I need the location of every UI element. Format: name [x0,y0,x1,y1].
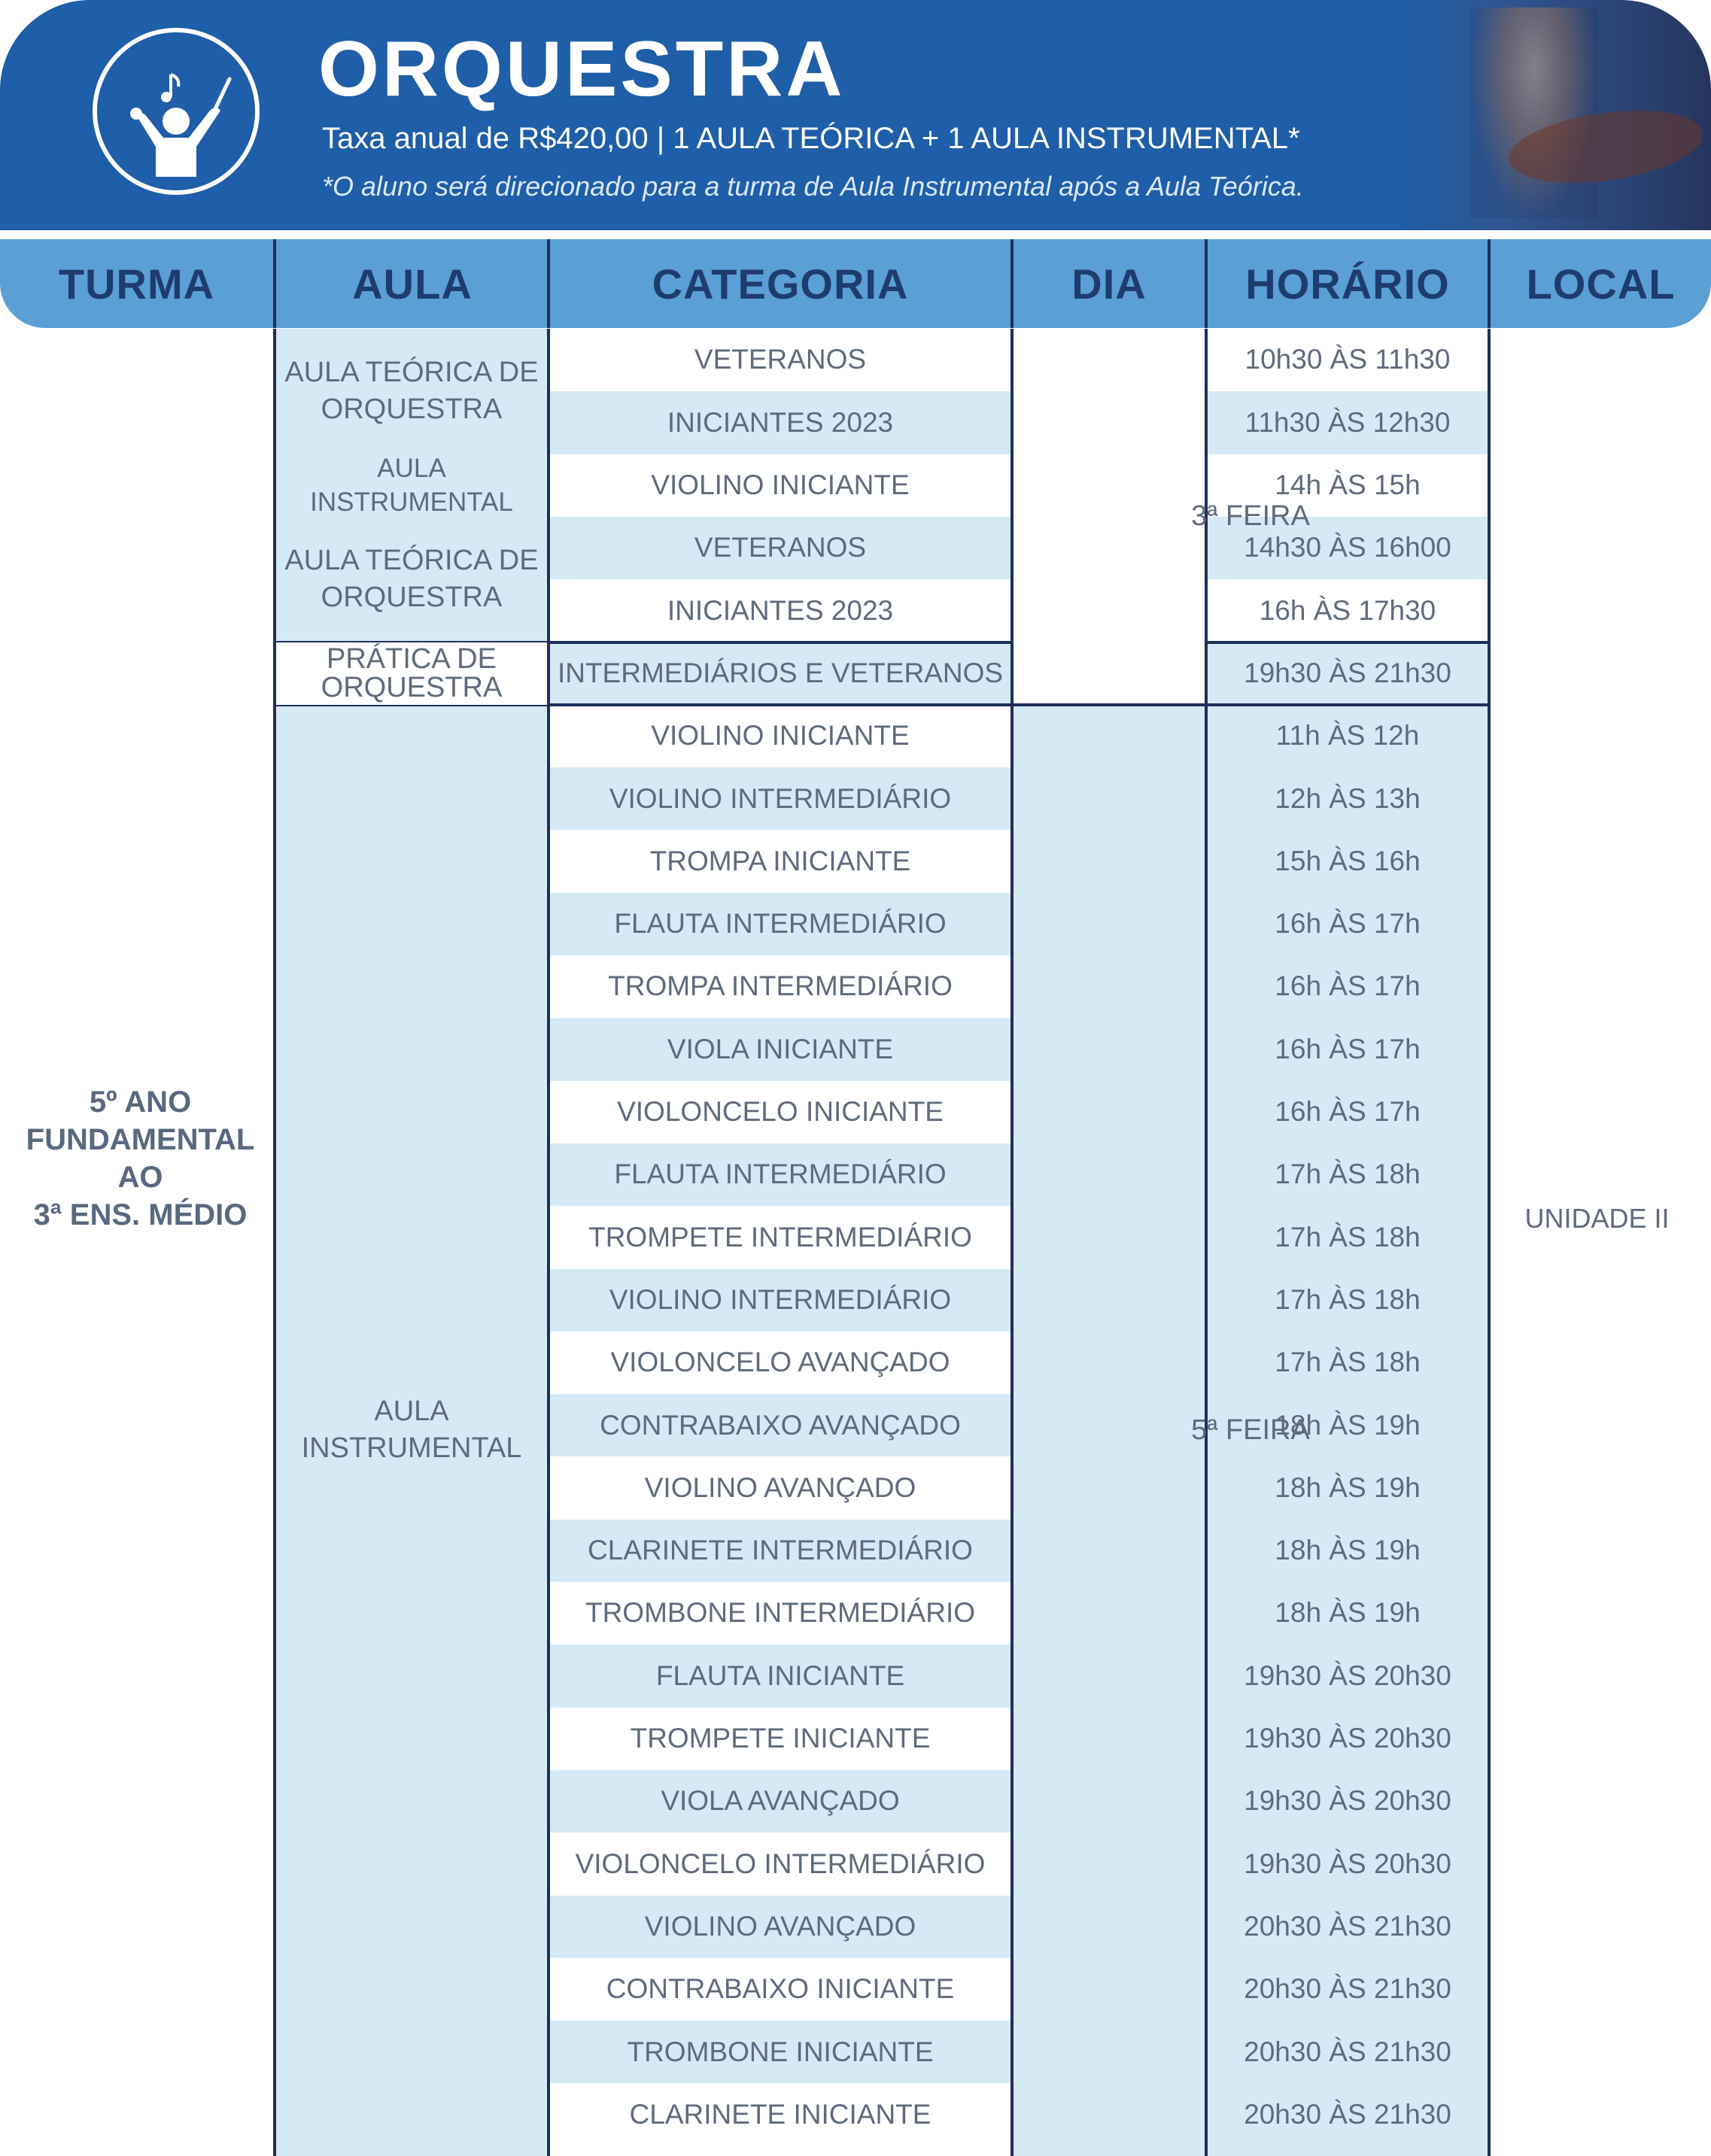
aula-cell: AULA TEÓRICA DE ORQUESTRA [284,544,539,614]
horario-cell: 19h30 ÀS 20h30 [1244,1723,1451,1754]
horario-cell: 17h ÀS 18h [1275,1158,1421,1190]
banner [0,0,1711,230]
dia-cell: 5ª FEIRA [1191,1414,1310,1446]
categoria-cell: INICIANTES 2023 [667,406,894,438]
aula-cell: AULA INSTRUMENTAL [301,1395,522,1465]
categoria-cell: TROMBONE INICIANTE [627,2036,934,2067]
categoria-cell: VIOLONCELO INTERMEDIÁRIO [575,1848,986,1879]
horario-cell: 17h ÀS 18h [1275,1221,1421,1253]
categoria-cell: INICIANTES 2023 [667,594,894,626]
horario-cell: 11h ÀS 12h [1275,720,1420,752]
orchestra-photo [1395,0,1711,230]
horario-cell: 18h ÀS 19h [1275,1409,1421,1441]
column-header-horario: HORÁRIO [1245,260,1450,308]
categoria-cell: VIOLINO INICIANTE [651,720,910,752]
horario-cell: 14h ÀS 15h [1275,469,1421,501]
horario-cell: 16h ÀS 17h [1275,1096,1421,1128]
horario-cell: 17h ÀS 18h [1275,1347,1421,1378]
categoria-cell: VIOLINO INTERMEDIÁRIO [609,782,952,814]
horario-cell: 19h30 ÀS 21h30 [1244,657,1451,688]
horario-cell: 14h30 ÀS 16h00 [1244,532,1451,563]
categoria-cell: CONTRABAIXO INICIANTE [606,1973,955,2005]
categoria-cell: VIOLONCELO AVANÇADO [610,1347,950,1378]
categoria-cell: CLARINETE INTERMEDIÁRIO [588,1535,973,1566]
categoria-cell: TROMPA INTERMEDIÁRIO [608,970,953,1002]
horario-cell: 18h ÀS 19h [1275,1597,1421,1629]
column-header-dia: DIA [1071,260,1147,308]
horario-cell: 20h30 ÀS 21h30 [1244,2036,1451,2067]
horario-cell: 18h ÀS 19h [1275,1535,1421,1566]
horario-cell: 17h ÀS 18h [1275,1283,1421,1315]
horario-cell: 10h30 ÀS 11h30 [1245,344,1451,375]
categoria-cell: VIOLA AVANÇADO [661,1785,900,1817]
categoria-cell: VIOLA INICIANTE [667,1033,894,1064]
categoria-cell: CONTRABAIXO AVANÇADO [600,1409,961,1441]
horario-cell: 19h30 ÀS 20h30 [1244,1848,1451,1879]
horario-cell: 16h ÀS 17h30 [1259,594,1436,626]
horario-cell: 20h30 ÀS 21h30 [1244,1910,1451,1942]
footnote: *O aluno será direcionado para a turma de Aula Instrumental após a Aula Teórica. [322,171,1304,202]
categoria-cell: TROMPETE INTERMEDIÁRIO [588,1221,972,1253]
horario-cell: 15h ÀS 16h [1275,845,1421,876]
conductor-icon [93,28,260,195]
categoria-cell: INTERMEDIÁRIOS E VETERANOS [557,657,1004,688]
categoria-cell: VIOLONCELO INICIANTE [617,1096,944,1128]
column-header-aula: AULA [352,260,473,308]
horario-cell: 16h ÀS 17h [1275,1033,1421,1064]
dia-cell: 3ª FEIRA [1191,500,1310,533]
horario-cell: 11h30 ÀS 12h30 [1245,406,1451,438]
local-cell: UNIDADE II [1524,1202,1670,1234]
categoria-cell: TROMPA INICIANTE [649,845,911,876]
horario-cell: 16h ÀS 17h [1275,970,1421,1002]
horario-cell: 19h30 ÀS 20h30 [1244,1785,1451,1817]
categoria-cell: VETERANOS [694,532,867,563]
categoria-cell: VIOLINO INICIANTE [651,469,910,501]
categoria-cell: VIOLINO INTERMEDIÁRIO [609,1283,952,1315]
aula-cell: AULA INSTRUMENTAL [310,453,513,518]
categoria-cell: VETERANOS [694,344,867,375]
table-header [0,239,1711,328]
categoria-cell: FLAUTA INTERMEDIÁRIO [614,908,947,940]
categoria-cell: VIOLINO AVANÇADO [644,1471,916,1503]
horario-cell: 18h ÀS 19h [1275,1471,1421,1503]
column-header-local: LOCAL [1526,260,1676,308]
categoria-cell: FLAUTA INICIANTE [655,1660,905,1691]
categoria-cell: FLAUTA INTERMEDIÁRIO [614,1158,947,1190]
column-rule [547,329,550,2156]
aula-cell: PRÁTICA DE ORQUESTRA [276,642,547,705]
categoria-cell: VIOLINO AVANÇADO [644,1910,916,1942]
horario-cell: 16h ÀS 17h [1275,908,1421,940]
page-title: ORQUESTRA [318,26,846,113]
turma-cell: 5º ANO FUNDAMENTAL AO 3ª ENS. MÉDIO [26,1086,255,1231]
horario-cell: 20h30 ÀS 21h30 [1244,2098,1451,2130]
aula-cell: AULA TEÓRICA DE ORQUESTRA [284,356,539,426]
categoria-cell: TROMBONE INTERMEDIÁRIO [585,1597,976,1629]
categoria-cell: TROMPETE INICIANTE [630,1723,931,1754]
horario-cell: 19h30 ÀS 20h30 [1244,1660,1451,1691]
fee-subtitle: Taxa anual de R$420,00 | 1 AULA TEÓRICA + 1 AULA INSTRUMENTAL* [322,122,1300,155]
column-header-categoria: CATEGORIA [652,260,909,308]
categoria-cell: CLARINETE INICIANTE [629,2098,931,2130]
horario-cell: 12h ÀS 13h [1275,782,1421,814]
horario-cell: 20h30 ÀS 21h30 [1244,1973,1451,2005]
musician-figure [1470,8,1598,218]
column-header-turma: TURMA [58,260,215,308]
